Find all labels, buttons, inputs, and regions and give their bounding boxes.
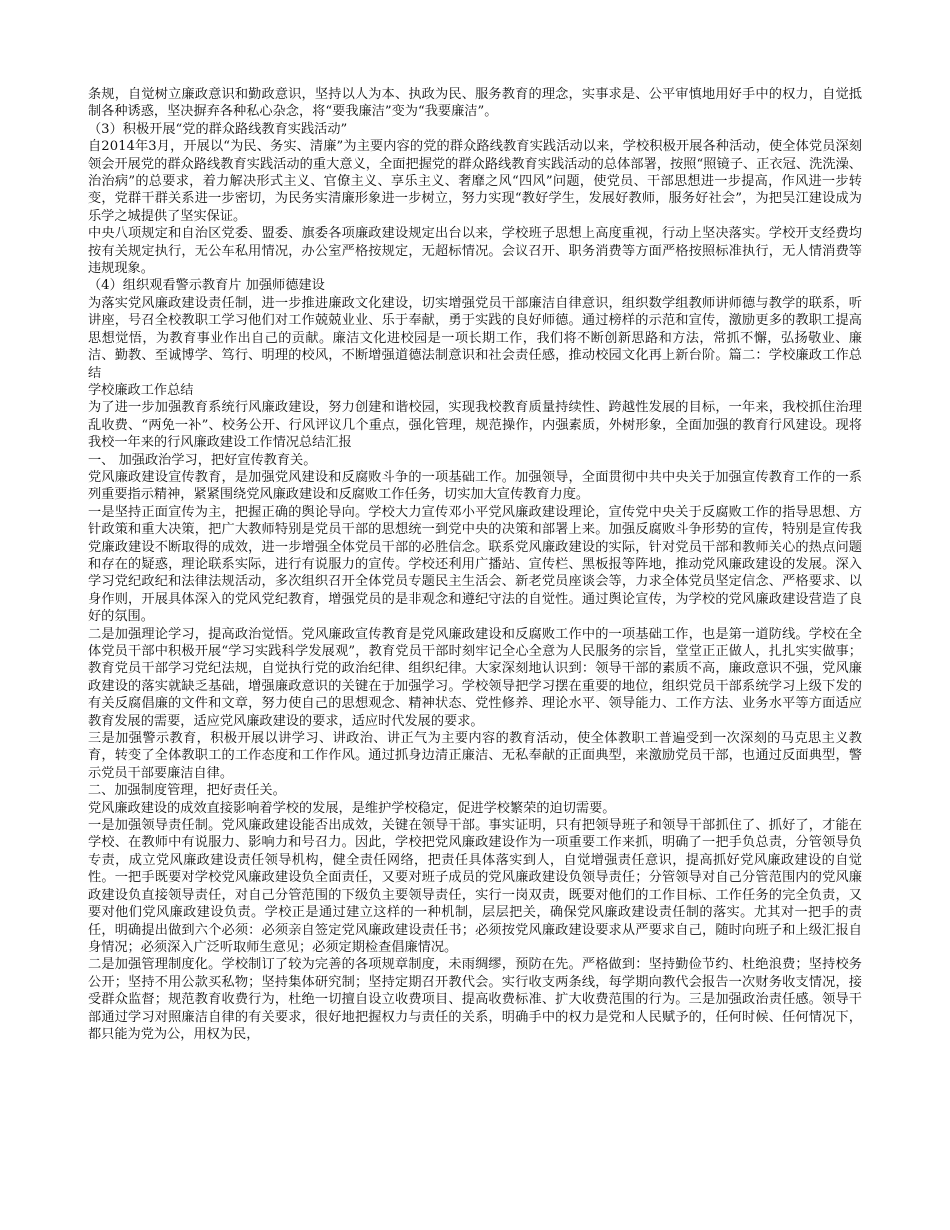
paragraph-eight-rules: 中央八项规定和自治区党委、盟委、旗委各项廉政建设规定出台以来，学校班子思想上高度重视，行动上坚决落实。学校开支经费均按有关规定执行，无公车私用情况，办公室严格按规定，无超标情况。会议召开、职务消费等方面严格按照标准执行，无人情消费等违规现象。	[88, 226, 862, 277]
document-page	[88, 86, 862, 1043]
paragraph-theory-study: 二是加强理论学习，提高政治觉悟。党风廉政宣传教育是党风廉政建设和反腐败工作中的一项基础工作，也是第一道防线。学校在全体党员干部中积极开展“学习实践科学发展观”，教育党员干部时刻牢记全心全意为人民服务的宗旨，堂堂正正做人，扎扎实实做事；教育党员干部学习党纪法规，自觉执行党的政治纪律、组织纪律。大家深刻地认识到：领导干部的素质不高，廉政意识不强，党风廉政建设的落实就缺乏基础，增强廉政意识的关键在于加强学习。学校领导把学习摆在重要的地位，组织党员干部系统学习上级下发的有关反腐倡廉的文件和文章，努力使自己的思想观念、精神状态、党性修养、理论水平、领导能力、工作方法、业务水平等方面适应教育发展的需要，适应党风廉政建设的要求，适应时代发展的要求。	[88, 626, 862, 729]
paragraph-propaganda: 党风廉政建设宣传教育，是加强党风建设和反腐败斗争的一项基础工作。加强领导，全面贯彻中共中央关于加强宣传教育工作的一系列重要指示精神，紧紧围绕党风廉政建设和反腐败工作任务，切实加大宣传教育力度。	[88, 469, 862, 503]
paragraph-warning-education: 三是加强警示教育，积极开展以讲学习、讲政治、讲正气为主要内容的教育活动，使全体教职工普遍受到一次深刻的马克思主义教育，转变了全体教职工的工作态度和工作作风。通过抓身边清正廉洁、无私奉献的正面典型，来激励党员干部，也通过反面典型，警示党员干部要廉洁自律。	[88, 731, 862, 781]
paragraph-continuation: 条规，自觉树立廉政意识和勤政意识，坚持以人为本、执政为民、服务教育的理念，实事求是、公平审慎地用好手中的权力，自觉抵制各种诱惑，坚决摒弃各种私心杂念，将“要我廉洁”变为“我要廉洁”。	[88, 87, 862, 120]
heading-system-management: 二、加强制度管理，把好责任关。	[88, 783, 286, 799]
paragraph-effectiveness: 党风廉政建设的成效直接影响着学校的发展，是维护学校稳定，促进学校繁荣的迫切需要。	[88, 800, 616, 816]
paragraph-teacher-ethics: 为落实党风廉政建设责任制，进一步推进廉政文化建设，切实增强党员干部廉洁自律意识，组织数学组教师讲师德与教学的联系，听讲座，号召全校教职工学习他们对工作兢兢业业、乐于奉献，勇于实践的良好师德。通过榜样的示范和宣传，激励更多的教职工提高思想觉悟，为教育事业作出自己的贡献。廉洁文化进校园是一项长期工作，我们将不断创新思路和方法，常抓不懈，弘扬敬业、廉洁、勤教、至诚博学、笃行、明理的校风，不断增强道德法制意识和社会责任感，推动校园文化再上新台阶。篇二：学校廉政工作总结	[88, 295, 862, 381]
heading-mass-line-activity: （3）积极开展“党的群众路线教育实践活动”	[88, 121, 348, 137]
paragraph-mass-line: 自2014年3月，开展以“为民、务实、清廉”为主要内容的党的群众路线教育实践活动以来，学校积极开展各种活动，使全体党员深刻领会开展党的群众路线教育实践活动的重大意义，全面把握党的群众路线教育实践活动的总体部署，按照“照镜子、正衣冠、洗洗澡、治治病”的总要求，着力解决形式主义、官僚主义、享乐主义、奢靡之风“四风”问题，使党员、干部思想进一步提高，作风进一步转变，党群干群关系进一步密切，为民务实清廉形象进一步树立，努力实现“教好学生，发展好教师，服务好社会”，为把吴江建设成为乐学之城提供了坚实保证。	[88, 139, 862, 224]
paragraph-positive-publicity: 一是坚持正面宣传为主，把握正确的舆论导向。学校大力宣传邓小平党风廉政建设理论，宣传党中央关于反腐败工作的指导思想、方针政策和重大决策，把广大教师特别是党员干部的思想统一到党中央的决策和部署上来。加强反腐败斗争形势的宣传，特别是宣传我党廉政建设不断取得的成效，进一步增强全体党员干部的必胜信念。联系党风廉政建设的实际，针对党员干部和教师关心的热点问题和存在的疑惑，理论联系实际，进行有说服力的宣传。学校还利用广播站、宣传栏、黑板报等阵地，推动党风廉政建设的发展。深入学习党纪政纪和法律法规活动，多次组织召开全体党员专题民主生活会、新老党员座谈会等，力求全体党员坚定信念、严格要求、以身作则，开展具体深入的党风党纪教育，增强党员的是非观念和遵纪守法的自觉性。通过舆论宣传，为学校的党风廉政建设营造了良好的氛围。	[88, 504, 862, 625]
section-title: 学校廉政工作总结	[88, 382, 194, 398]
paragraph-leadership-responsibility: 一是加强领导责任制。党风廉政建设能否出成效，关键在领导干部。事实证明，只有把领导班子和领导干部抓住了、抓好了，才能在学校、在教师中有说服力、影响力和号召力。因此，学校把党风廉政建设作为一项重要工作来抓，明确了一把手负总责，分管领导负专责，成立党风廉政建设责任领导机构，健全责任网络，把责任具体落实到人，自觉增强责任意识，提高抓好党风廉政建设的自觉性。一把手既要对学校党风廉政建设负全面责任，又要对班子成员的党风廉政建设负领导责任；分管领导对自己分管范围内的党风廉政建设负直接领导责任，对自己分管范围的下级负主要领导责任，实行一岗双责，既要对他们的工作目标、工作任务的完全负责，又要对他们党风廉政建设负责。学校正是通过建立这样的一种机制，层层把关，确保党风廉政建设责任制的落实。尤其对一把手的责任，明确提出做到六个必须：必须亲自签定党风廉政建设责任书；必须按党风廉政建设要求从严要求自己，随时向班子和上级汇报自身情况；必须深入广泛听取师生意见；必须定期检查倡廉情况。	[88, 818, 862, 955]
heading-warning-education: （4）组织观看警示教育片 加强师德建设	[88, 278, 325, 294]
heading-political-study: 一、 加强政治学习，把好宣传教育关。	[88, 452, 317, 468]
paragraph-management-system: 二是加强管理制度化。学校制订了较为完善的各项规章制度，未雨绸缪，预防在先。严格做到：坚持勤俭节约、杜绝浪费；坚持校务公开；坚持不用公款买私物；坚持集体研究制；坚持定期召开教代会。实行收支两条线，每学期向教代会报告一次财务收支情况，接受群众监督；规范教育收费行为，杜绝一切擅自设立收费项目、提高收费标准、扩大收费范围的行为。三是加强政治责任感。领导干部通过学习对照廉洁自律的有关要求，很好地把握权力与责任的关系，明确手中的权力是党和人民赋予的，任何时候、任何情况下，都只能为党为公，用权为民，	[88, 957, 862, 1042]
paragraph-intro: 为了进一步加强教育系统行风廉政建设，努力创建和谐校园，实现我校教育质量持续性、跨越性发展的目标，一年来，我校抓住治理乱收费、“两免一补”、校务公开、行风评议几个重点，强化管理，规范操作，内强素质，外树形象，全面加强的教育行风建设。现将我校一年来的行风廉政建设工作情况总结汇报	[88, 400, 862, 451]
